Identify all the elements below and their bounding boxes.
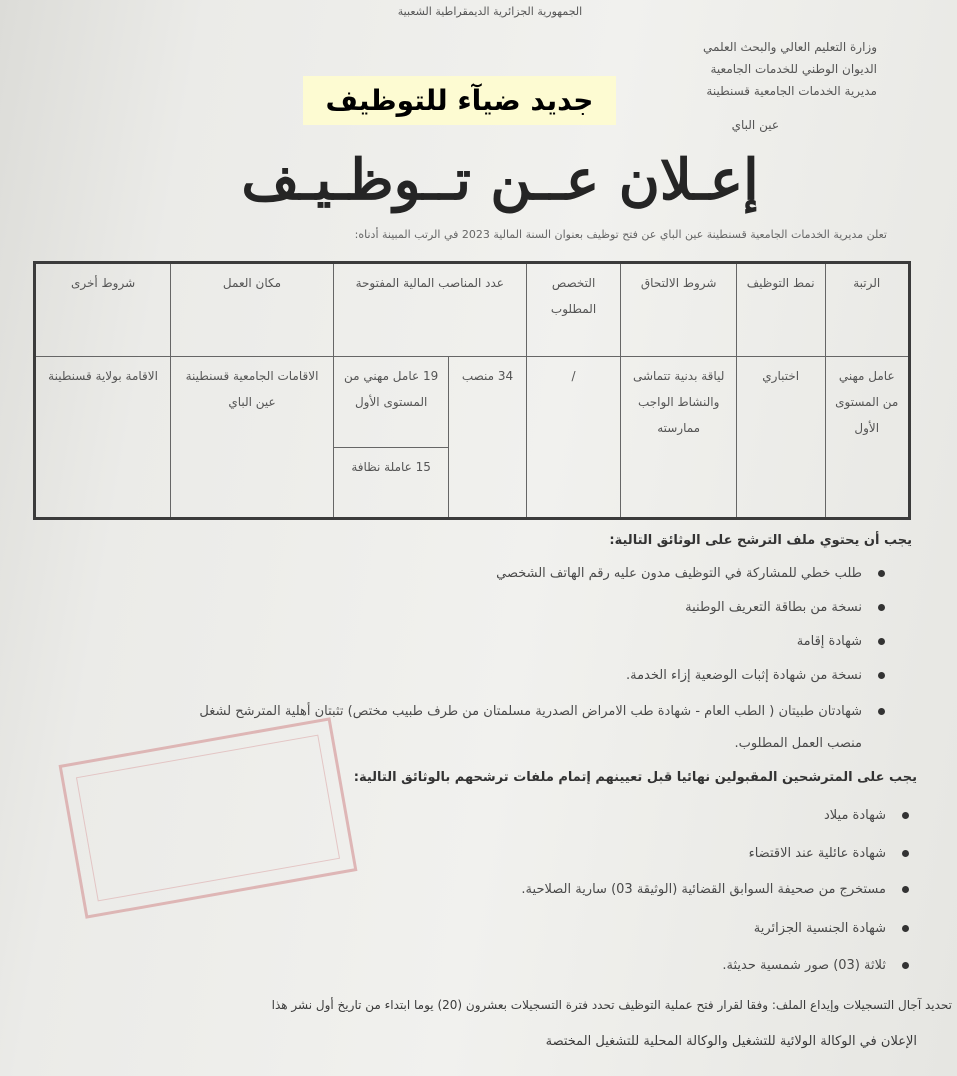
republic-header: الجمهورية الجزائرية الديمقراطية الشعبية bbox=[397, 5, 583, 18]
cell-specialty: / bbox=[526, 357, 621, 519]
cell-other: الاقامة بولاية قسنطينة bbox=[35, 357, 171, 519]
list-item: نسخة من شهادة إثبات الوضعية إزاء الخدمة. bbox=[626, 668, 885, 683]
table-header-row bbox=[35, 263, 910, 357]
footer-line-1: تحديد آجال التسجيلات وإيداع الملف: وفقا لقرار فتح عملية التوظيف تحدد فترة التسجيلات بعشرون (20) يوما ابتداء من تاريخ أول نشر هذا bbox=[271, 998, 952, 1012]
bullet-icon bbox=[902, 962, 909, 969]
bullet-icon bbox=[878, 638, 885, 645]
bullet-icon bbox=[878, 672, 885, 679]
list-item: مستخرج من صحيفة السوابق القضائية (الوثيقة 03) سارية الصلاحية. bbox=[521, 882, 909, 897]
bullet-icon bbox=[902, 925, 909, 932]
list-item: شهادة ميلاد bbox=[824, 808, 909, 823]
cell-rank: عامل مهني من المستوى الأول bbox=[825, 357, 910, 519]
bullet-icon bbox=[902, 850, 909, 857]
col-header: شروط أخرى bbox=[35, 263, 171, 357]
col-header: شروط الالتحاق bbox=[621, 263, 736, 357]
list-item-continuation: منصب العمل المطلوب. bbox=[734, 736, 862, 751]
positions-table bbox=[33, 261, 911, 520]
col-header: مكان العمل bbox=[171, 263, 334, 357]
location-name: عين الباي bbox=[731, 118, 779, 132]
list-item: شهادة إقامة bbox=[797, 634, 885, 649]
list-item: نسخة من بطاقة التعريف الوطنية bbox=[685, 600, 885, 615]
bullet-icon bbox=[878, 604, 885, 611]
list-item: ثلاثة (03) صور شمسية حديثة. bbox=[722, 958, 909, 973]
seal-stamp-icon bbox=[59, 717, 358, 919]
office-name: الديوان الوطني للخدمات الجامعية bbox=[710, 62, 877, 76]
col-header: نمط التوظيف bbox=[736, 263, 825, 357]
bullet-icon bbox=[902, 812, 909, 819]
cell-sub-positions-2: 15 عاملة نظافة bbox=[333, 448, 448, 519]
cell-place: الاقامات الجامعية قسنطينة عين الباي bbox=[171, 357, 334, 519]
list-item: شهادة الجنسية الجزائرية bbox=[754, 921, 909, 936]
watermark-banner: جديد ضيآء للتوظيف bbox=[303, 76, 616, 125]
cell-total-positions: 34 منصب bbox=[449, 357, 526, 519]
list-item: شهادة عائلية عند الاقتضاء bbox=[749, 846, 909, 861]
bullet-icon bbox=[902, 886, 909, 893]
bullet-icon bbox=[878, 570, 885, 577]
cell-mode: اختباري bbox=[736, 357, 825, 519]
bullet-icon bbox=[878, 708, 885, 715]
section1-heading: يجب أن يحتوي ملف الترشح على الوثائق التالية: bbox=[609, 533, 912, 548]
cell-conditions: لياقة بدنية تتماشى والنشاط الواجب ممارسته bbox=[621, 357, 736, 519]
cell-sub-positions-1: 19 عامل مهني من المستوى الأول bbox=[333, 357, 448, 448]
list-item: طلب خطي للمشاركة في التوظيف مدون عليه رقم الهاتف الشخصي bbox=[496, 566, 885, 581]
table-row bbox=[35, 357, 910, 448]
col-header: الرتبة bbox=[825, 263, 910, 357]
footer-line-2: الإعلان في الوكالة الولائية للتشغيل والوكالة المحلية للتشغيل المختصة bbox=[545, 1034, 917, 1049]
col-header: التخصص المطلوب bbox=[526, 263, 621, 357]
col-header: عدد المناصب المالية المفتوحة bbox=[333, 263, 526, 357]
section2-heading: يجب على المترشحين المقبولين نهائيا قبل تعيينهم إتمام ملفات ترشحهم بالوثائق التالية: bbox=[353, 770, 917, 785]
directorate-name: مديرية الخدمات الجامعية قسنطينة bbox=[706, 84, 877, 98]
list-item: شهادتان طبيتان ( الطب العام - شهادة طب الامراض الصدرية مسلمتان من طرف طبيب مختص) تثبتان أهلية المترشح لشغل bbox=[199, 704, 885, 719]
page-title: إعـلان عــن تــوظـيـف bbox=[241, 147, 759, 213]
intro-text: تعلن مديرية الخدمات الجامعية قسنطينة عين الباي عن فتح توظيف بعنوان السنة المالية 2023 في الرتب المبينة أدناه: bbox=[354, 228, 887, 241]
ministry-name: وزارة التعليم العالي والبحث العلمي bbox=[703, 40, 877, 54]
